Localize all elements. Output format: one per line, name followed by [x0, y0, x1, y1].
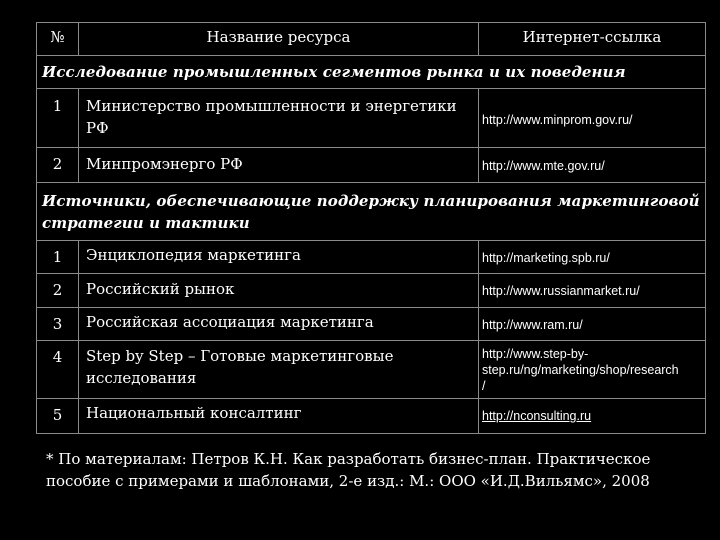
resource-link[interactable]: http://marketing.spb.ru/ — [482, 251, 610, 265]
row-number: 4 — [52, 348, 63, 366]
resource-name-line: Step by Step – Готовые маркетинговые — [86, 347, 394, 365]
resource-link[interactable]: http://www.ram.ru/ — [482, 318, 583, 332]
row-number: 5 — [52, 406, 63, 424]
resource-link[interactable]: http://www.minprom.gov.ru/ — [482, 113, 633, 127]
section-title: Исследование промышленных сегментов рынка и их поведения — [42, 63, 626, 81]
resource-link-line[interactable]: / — [482, 379, 486, 393]
header-link: Интернет-ссылка — [522, 28, 662, 46]
resource-link-line[interactable]: http://www.step-by- — [482, 347, 589, 361]
resource-name-line: Энциклопедия маркетинга — [86, 246, 301, 264]
resource-name-line: Российский рынок — [86, 280, 235, 298]
resource-name-line: Национальный консалтинг — [86, 404, 302, 422]
row-number: 2 — [52, 281, 63, 299]
resource-name-line: Российская ассоциация маркетинга — [86, 313, 374, 331]
resource-name-line: исследования — [86, 369, 197, 387]
row-number: 2 — [52, 155, 63, 173]
header-name: Название ресурса — [206, 28, 351, 46]
footnote-line: пособие с примерами и шаблонами, 2-е изд.: М.: ООО «И.Д.Вильямс», 2008 — [46, 472, 650, 490]
header-num: № — [50, 28, 65, 46]
resource-name-line: Министерство промышленности и энергетики — [86, 97, 457, 115]
row-number: 1 — [52, 97, 63, 115]
section-title-line: Источники, обеспечивающие поддержку планирования маркетинговой — [42, 192, 700, 210]
section-title-line: стратегии и тактики — [42, 214, 250, 232]
row-number: 1 — [52, 248, 63, 266]
resource-name-line: Минпромэнерго РФ — [86, 155, 243, 173]
resource-name-line: РФ — [86, 119, 109, 137]
footnote-line: * По материалам: Петров К.Н. Как разработать бизнес-план. Практическое — [46, 450, 651, 468]
resource-link-line[interactable]: step.ru/ng/marketing/shop/research — [482, 363, 679, 377]
resource-link[interactable]: http://www.russianmarket.ru/ — [482, 284, 640, 298]
resource-link[interactable]: http://www.mte.gov.ru/ — [482, 159, 605, 173]
footnote — [46, 448, 706, 492]
row-number: 3 — [52, 315, 63, 333]
resource-link[interactable]: http://nconsulting.ru — [482, 409, 592, 423]
